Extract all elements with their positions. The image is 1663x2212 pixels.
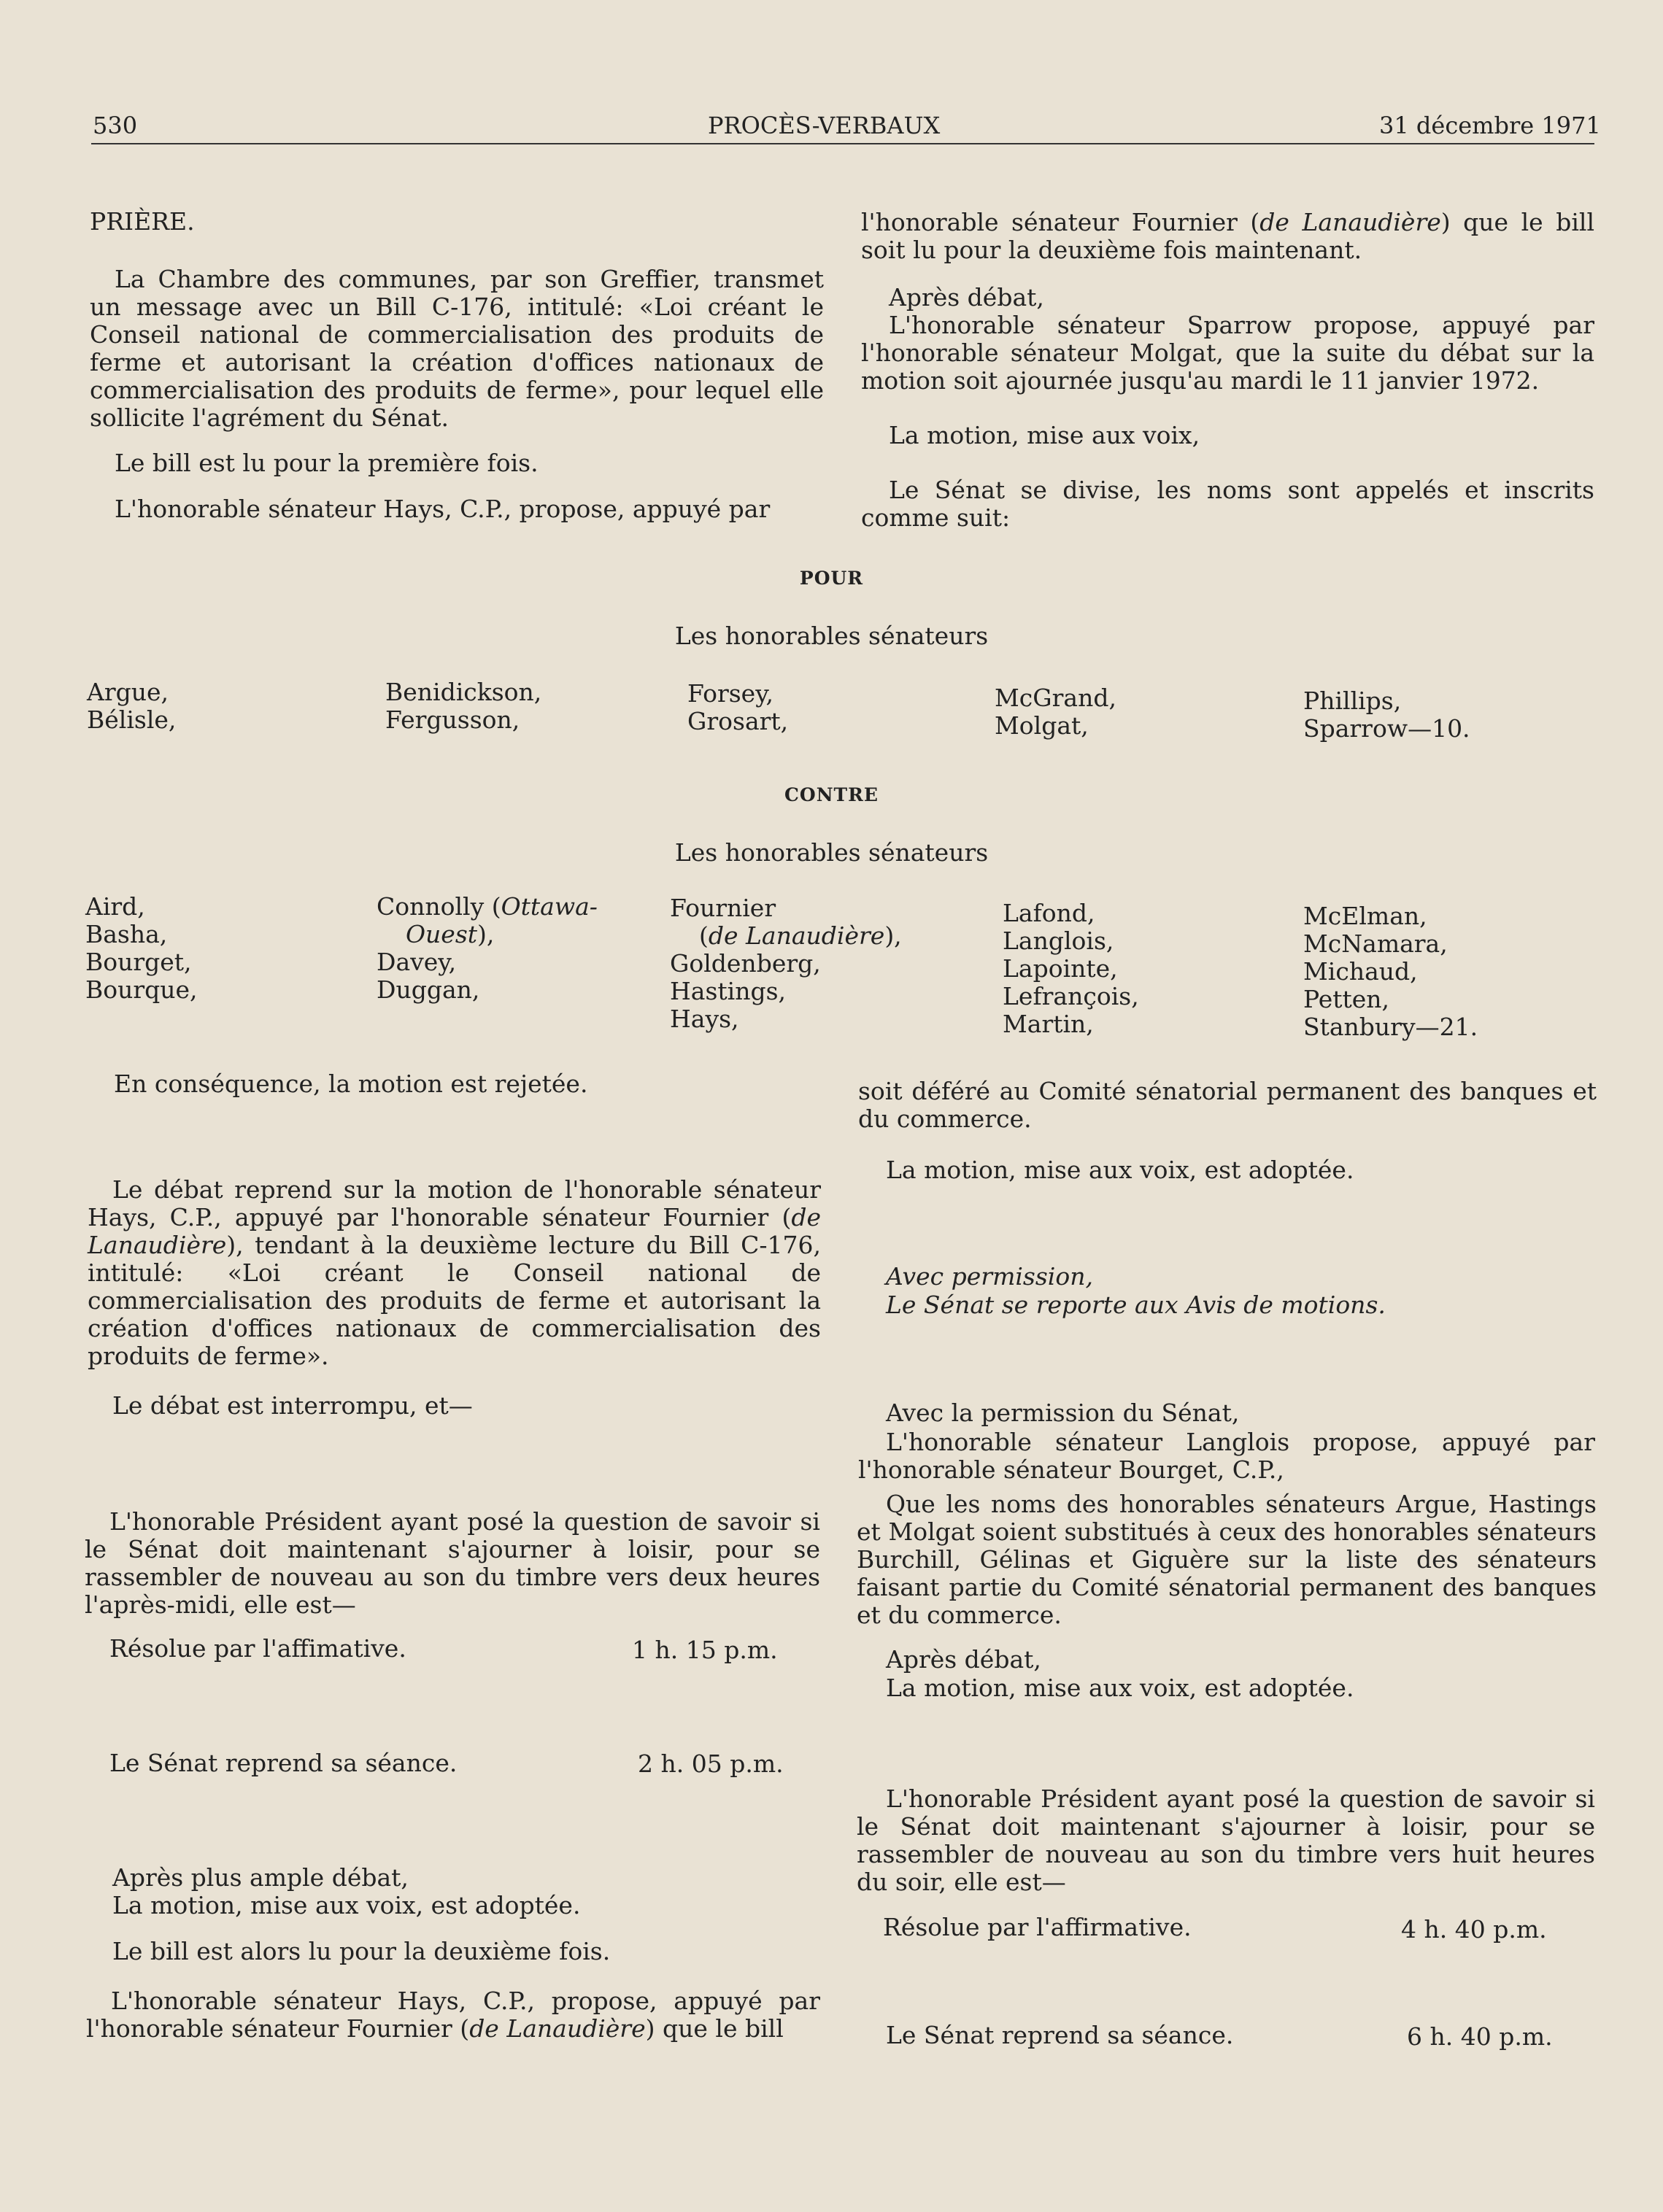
paragraph-message: La Chambre des communes, par son Greffier, transmet un message avec un Bill C-176, intitulé: «Loi créant le Conseil national de commercialisation des produits de ferme et autorisant la création d'offices nationaux de commercialisation des produits de ferme», pour lequel elle sollicite l'agrément du Sénat.: [90, 265, 824, 432]
paragraph-hays-propose: L'honorable sénateur Hays, C.P., propose, appuyé par: [115, 495, 771, 523]
senator-name: Forsey,: [687, 679, 773, 708]
paragraph-motion-rejected: En conséquence, la motion est rejetée.: [114, 1070, 588, 1098]
senator-name: Petten,: [1303, 985, 1390, 1013]
paragraph-referred-committee: soit déféré au Comité sénatorial permanent des banques et du commerce.: [858, 1077, 1597, 1133]
senator-name: Bélisle,: [87, 705, 177, 734]
vote-pour-heading: POUR: [799, 568, 864, 589]
paragraph-sparrow-motion: L'honorable sénateur Sparrow propose, appuyé par l'honorable sénateur Molgat, que la suite du débat sur la motion soit ajournée jusqu'au mardi le 11 janvier 1972.: [861, 311, 1594, 395]
senator-name: Fergusson,: [385, 705, 520, 734]
senator-name: Connolly (Ottawa-: [377, 892, 598, 921]
senator-name: Martin,: [1003, 1010, 1094, 1038]
senator-name: Bourque,: [85, 975, 198, 1004]
senator-name: Grosart,: [687, 707, 789, 735]
page-number: 530: [93, 112, 138, 139]
vote-pour-col5: [1303, 687, 1470, 743]
senator-name: Davey,: [377, 948, 457, 976]
vote-contre-col4: [1003, 900, 1139, 1038]
senator-name: McElman,: [1303, 902, 1427, 930]
vote-contre-col1: [85, 893, 198, 1004]
senator-name: Lefrançois,: [1003, 982, 1139, 1010]
time-4: 6 h. 40 p.m.: [1407, 2022, 1553, 2051]
paragraph-avec-permission-senat: Avec la permission du Sénat,: [886, 1399, 1240, 1427]
senator-name: Michaud,: [1303, 957, 1418, 986]
senator-name: Goldenberg,: [670, 949, 821, 978]
vote-contre-subheading: Les honorables sénateurs: [674, 838, 989, 867]
senator-name: Lafond,: [1003, 899, 1095, 927]
vote-contre-col5: [1303, 902, 1478, 1041]
header-date: 31 décembre 1971: [1379, 112, 1601, 139]
paragraph-motion-adopted-3: La motion, mise aux voix, est adoptée.: [886, 1674, 1354, 1702]
vote-contre-heading: CONTRE: [784, 784, 879, 805]
priere-heading: PRIÈRE.: [90, 207, 195, 236]
time-3: 4 h. 40 p.m.: [1401, 1915, 1547, 1944]
senator-name: Hays,: [670, 1005, 739, 1033]
senator-name: Argue,: [87, 678, 169, 706]
senator-name-continued: Ouest),: [406, 920, 495, 948]
time-2: 2 h. 05 p.m.: [638, 1749, 784, 1778]
senate-resumes-2: Le Sénat reprend sa séance.: [886, 2021, 1234, 2049]
senator-name: Benidickson,: [385, 678, 542, 706]
vote-pour-subheading: Les honorables sénateurs: [674, 622, 989, 650]
paragraph-second-reading: Le bill est alors lu pour la deuxième fois.: [112, 1937, 611, 1965]
paragraph-motion-adopted-2: La motion, mise aux voix, est adoptée.: [886, 1156, 1354, 1184]
vote-pour-col4: [995, 684, 1116, 740]
senator-name: Fournier: [670, 894, 776, 922]
senator-name: Duggan,: [377, 975, 480, 1004]
paragraph-president-question-1: L'honorable Président ayant posé la question de savoir si le Sénat doit maintenant s'ajourner à loisir, pour se rassembler de nouveau au son du timbre vers deux heures l'après-midi, elle est—: [85, 1507, 820, 1619]
resolution-affirmative-2: Résolue par l'affirmative.: [883, 1913, 1192, 1941]
paragraph-motion-adopted-1: La motion, mise aux voix, est adoptée.: [112, 1891, 581, 1919]
senator-name: Hastings,: [670, 977, 787, 1005]
running-title: PROCÈS-VERBAUX: [708, 112, 941, 139]
paragraph-apres-plus-ample-debat: Après plus ample débat,: [112, 1863, 409, 1892]
senator-name: Lapointe,: [1003, 954, 1118, 983]
paragraph-hays-refer: L'honorable sénateur Hays, C.P., propose, appuyé par l'honorable sénateur Fournier (de Lanaudière) que le bill: [86, 1987, 820, 2043]
paragraph-debate-resumes: Le débat reprend sur la motion de l'honorable sénateur Hays, C.P., appuyé par l'honorable sénateur Fournier (de Lanaudière), tendant à la deuxième lecture du Bill C-176, intitulé: «Loi créant le Conseil national de commercialisation des produits de ferme et autorisant la création d'offices nationaux de commercialisation des produits de ferme».: [88, 1175, 821, 1370]
paragraph-fournier-second-reading: l'honorable sénateur Fournier (de Lanaudière) que le bill soit lu pour la deuxième fois maintenant.: [861, 208, 1594, 264]
vote-contre-col3: [670, 894, 902, 1033]
senator-name: Molgat,: [995, 711, 1089, 740]
header-rule: [91, 143, 1594, 144]
vote-pour-col2: [385, 678, 541, 734]
senator-name: Phillips,: [1303, 687, 1402, 715]
senator-name: Sparrow—10.: [1303, 714, 1470, 743]
paragraph-president-question-2: L'honorable Président ayant posé la question de savoir si le Sénat doit maintenant s'ajourner à loisir, pour se rassembler de nouveau au son du timbre vers huit heures du soir, elle est—: [857, 1784, 1595, 1896]
paragraph-avec-permission: Avec permission,: [886, 1262, 1093, 1291]
time-1: 1 h. 15 p.m.: [632, 1636, 778, 1664]
senator-name: Stanbury—21.: [1303, 1013, 1478, 1041]
senator-name-continued: (de Lanaudière),: [699, 921, 902, 950]
paragraph-motion-vote: La motion, mise aux voix,: [889, 421, 1200, 449]
senator-name: McGrand,: [995, 684, 1116, 712]
vote-pour-col3: [687, 680, 788, 735]
senator-name: McNamara,: [1303, 929, 1448, 958]
paragraph-apres-debat-2: Après débat,: [886, 1645, 1041, 1674]
paragraph-langlois-propose: L'honorable sénateur Langlois propose, appuyé par l'honorable sénateur Bourget, C.P.,: [858, 1428, 1595, 1484]
vote-contre-col2: [377, 893, 598, 1004]
senator-name: Aird,: [85, 892, 145, 921]
senator-name: Langlois,: [1003, 927, 1114, 955]
paragraph-apres-debat: Après débat,: [889, 283, 1044, 312]
paragraph-avis-motions: Le Sénat se reporte aux Avis de motions.: [886, 1291, 1386, 1319]
paragraph-first-reading: Le bill est lu pour la première fois.: [115, 449, 539, 477]
paragraph-names-substituted: Que les noms des honorables sénateurs Argue, Hastings et Molgat soient substitués à ceux des honorables sénateurs Burchill, Gélinas et Giguère sur la liste des sénateurs faisant partie du Comité sénatorial permanent des banques et du commerce.: [857, 1490, 1597, 1629]
senator-name: Basha,: [85, 920, 168, 948]
resolution-affirmative-1: Résolue par l'affimative.: [109, 1634, 406, 1663]
senator-name: Bourget,: [85, 948, 192, 976]
paragraph-debate-interrupted: Le débat est interrompu, et—: [112, 1391, 473, 1420]
paragraph-senate-divides: Le Sénat se divise, les noms sont appelés et inscrits comme suit:: [861, 476, 1594, 532]
vote-pour-col1: [87, 678, 176, 734]
senate-resumes-1: Le Sénat reprend sa séance.: [109, 1749, 458, 1777]
